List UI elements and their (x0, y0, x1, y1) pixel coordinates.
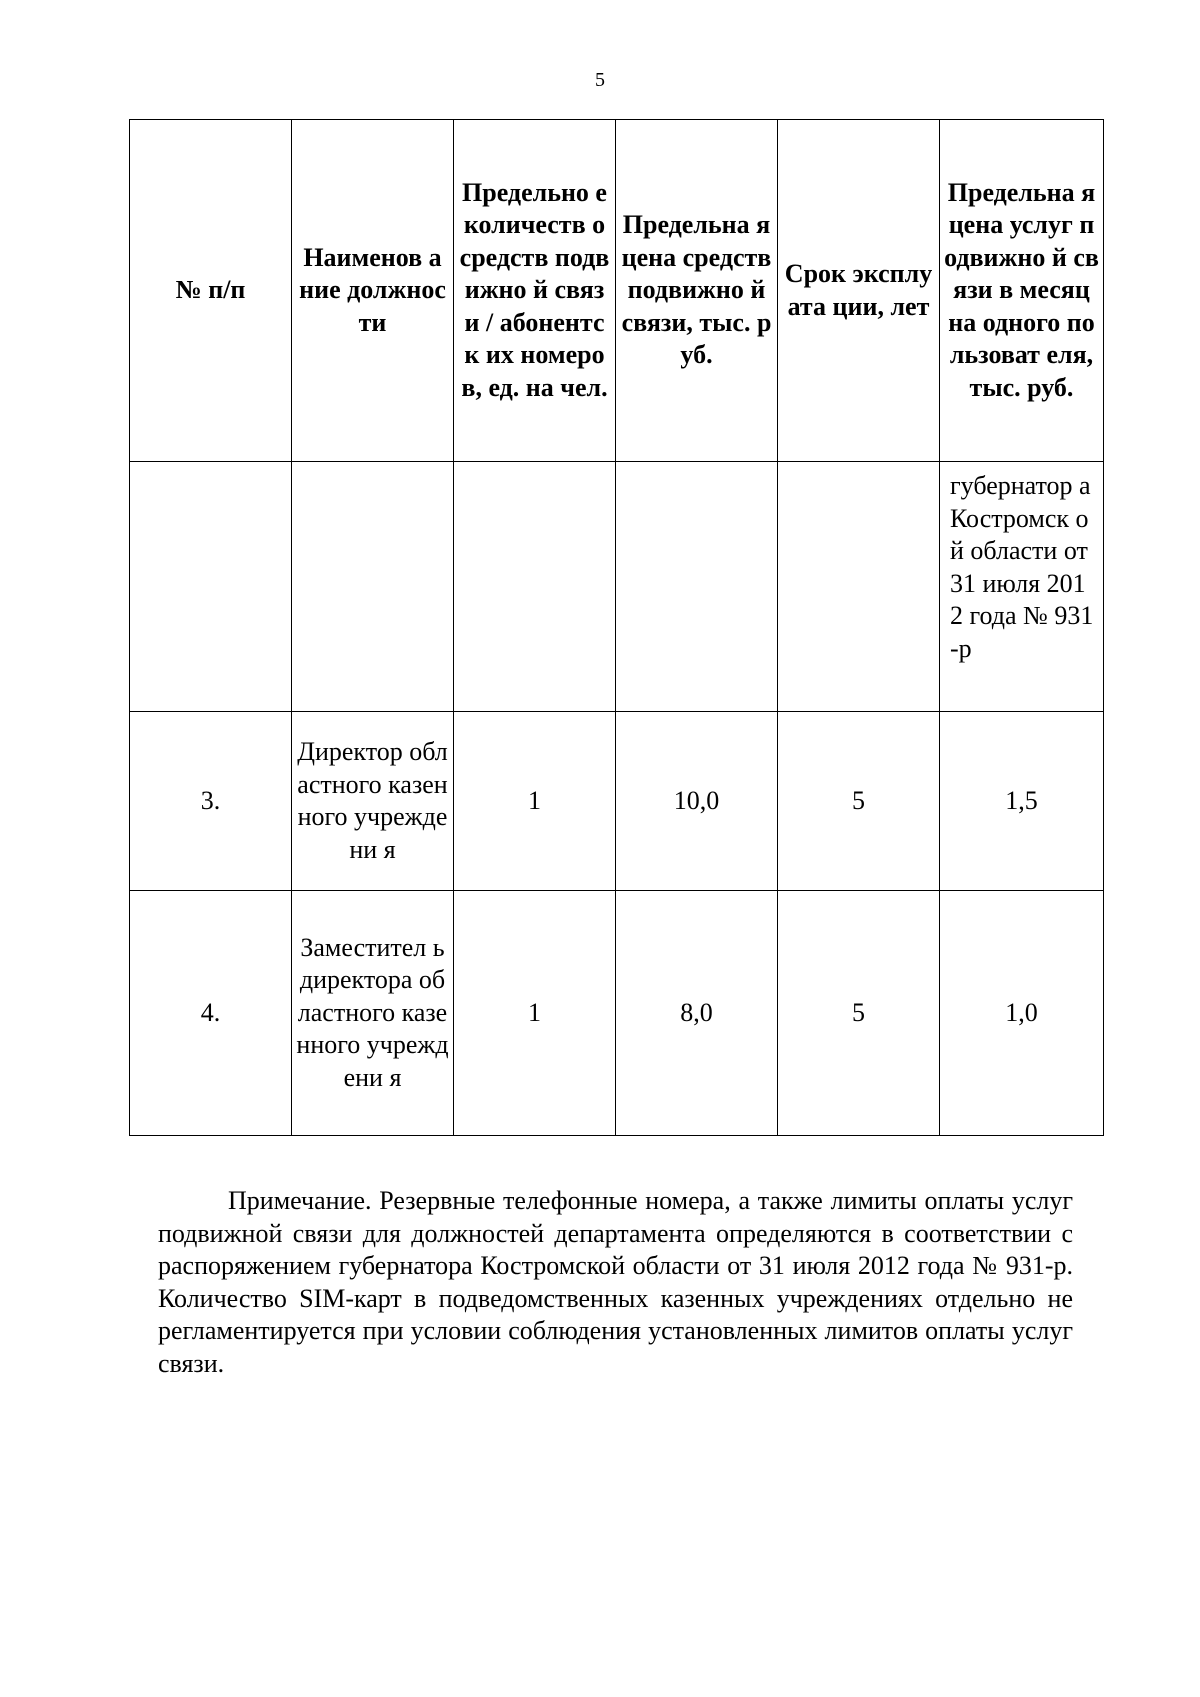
page-number: 5 (595, 69, 605, 91)
row-number: 3. (130, 712, 292, 891)
row-service-life: 5 (778, 712, 940, 891)
table-cell-empty (778, 462, 940, 712)
table-header-row (130, 120, 1104, 462)
header-service-life: Срок эксплуата ции, лет (778, 120, 940, 462)
row-service-life: 5 (778, 891, 940, 1136)
row-device-price: 10,0 (616, 712, 778, 891)
row-monthly-price: 1,0 (940, 891, 1104, 1136)
row-quantity: 1 (454, 712, 616, 891)
table-cell-empty (130, 462, 292, 712)
note-paragraph: Примечание. Резервные телефонные номера, а также лимиты оплаты услуг подвижной связи для должностей департамента определяются в соответствии с распоряжением губернатора Костромской области от 31 июля 2012 года № 931-р. Количество SIM-карт в подведомственных казенных учреждениях отдельно не регламентируется при условии соблюдения установленных лимитов оплаты услуг связи. (158, 1186, 1073, 1378)
table-cell-empty (616, 462, 778, 712)
limits-table (129, 119, 1104, 1136)
row-device-price: 8,0 (616, 891, 778, 1136)
table-row (130, 891, 1104, 1136)
row-position: Заместител ь директора областного казенного учреждени я (292, 891, 454, 1136)
row-quantity: 1 (454, 891, 616, 1136)
table-row-continuation (130, 462, 1104, 712)
header-number: № п/п (130, 120, 292, 462)
row-position: Директор областного казенного учреждени я (292, 712, 454, 891)
header-monthly-price: Предельна я цена услуг подвижно й связи в месяц на одного пользоват еля, тыс. руб. (940, 120, 1104, 462)
row-number: 4. (130, 891, 292, 1136)
header-quantity: Предельно е количеств о средств подвижно й связи / абонентск их номеров, ед. на чел. (454, 120, 616, 462)
row-monthly-price: 1,5 (940, 712, 1104, 891)
header-position: Наименов ание должности (292, 120, 454, 462)
continuation-text: губернатор а Костромск ой области от 31 июля 2012 года № 931-р (940, 462, 1104, 712)
header-device-price: Предельна я цена средств подвижно й связи, тыс. руб. (616, 120, 778, 462)
table-cell-empty (454, 462, 616, 712)
table-cell-empty (292, 462, 454, 712)
table-row (130, 712, 1104, 891)
